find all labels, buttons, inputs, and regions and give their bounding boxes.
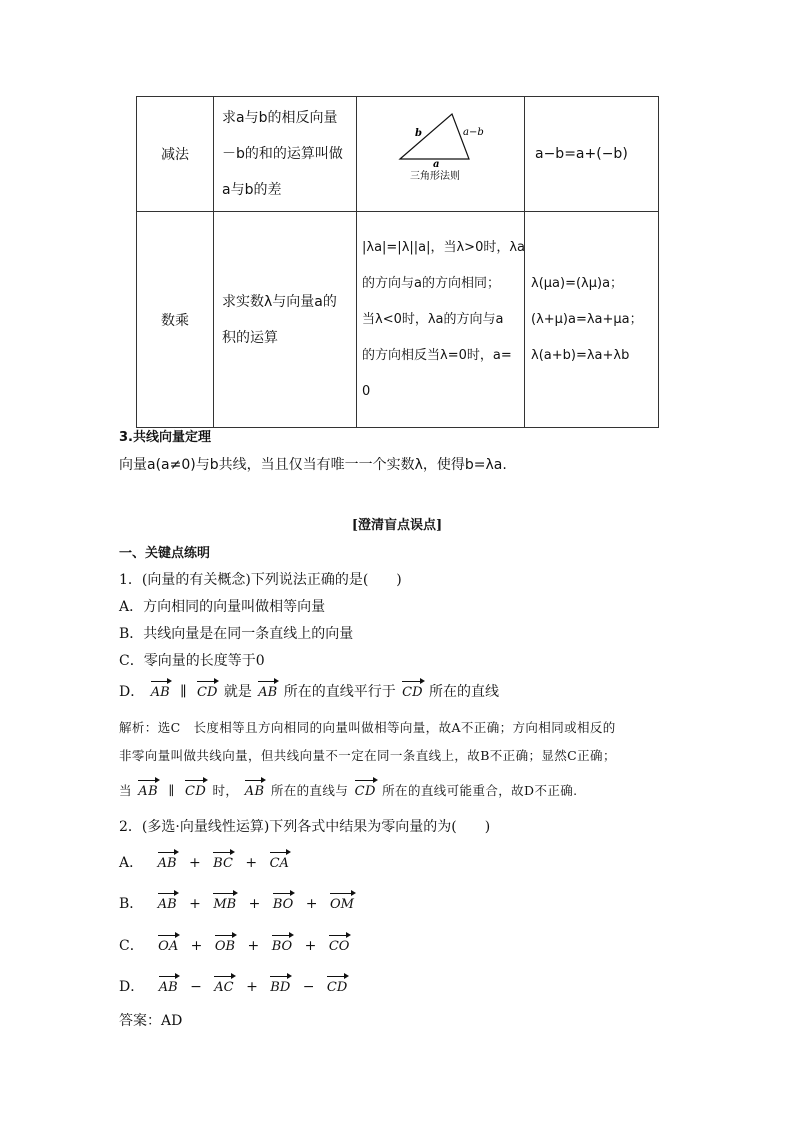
operator: + <box>304 938 317 954</box>
vector-ab: AB <box>138 780 158 799</box>
vector-term: BO <box>272 935 292 954</box>
vector-term: CO <box>329 935 350 954</box>
law-line: a−b=a+(−b) <box>535 146 628 162</box>
option-label: C． <box>119 938 144 954</box>
label-a: a <box>433 159 440 170</box>
text-segment: 所在的直线与 <box>270 783 349 798</box>
definition-line: 求实数λ与向量a的 <box>222 293 337 310</box>
vector-term: OA <box>158 935 178 954</box>
q2-option-d <box>119 976 349 996</box>
op-name-scalar-multiplication: 数乘 <box>137 212 214 428</box>
vector-ab: AB <box>151 681 170 700</box>
vector-term: AB <box>158 852 177 871</box>
vector-operations-table <box>136 96 659 428</box>
label-b: b <box>415 128 422 139</box>
law-line: (λ+μ)a=λa+μa； <box>531 311 643 327</box>
parallel-symbol: ∥ <box>168 783 175 798</box>
text-segment: 当 <box>119 783 132 798</box>
scalar-note <box>357 212 525 428</box>
definition-line: 求a与b的相反向量 <box>222 110 338 126</box>
q1-explanation-line: 非零向量叫做共线向量，但共线向量不一定在同一条直线上，故B不正确；显然C正确； <box>119 748 616 763</box>
q1-option-c: C．零向量的长度等于0 <box>119 653 265 669</box>
law-line: λ(a+b)=λa+λb <box>531 347 630 363</box>
operator: + <box>245 855 258 871</box>
option-label: D． <box>119 684 145 700</box>
scalar-laws <box>525 212 659 428</box>
vector-term: BC <box>213 852 233 871</box>
q1-stem: 1．(向量的有关概念)下列说法正确的是( ) <box>119 572 402 588</box>
vector-term: CD <box>327 976 347 995</box>
q2-option-b <box>119 893 356 913</box>
op-name-subtraction: 减法 <box>137 97 214 212</box>
banner-heading: [澄清盲点误点] <box>351 518 443 533</box>
part-title: 一、关键点练明 <box>119 546 211 561</box>
note-line: |λa|=|λ||a|，当λ>0时，λa <box>362 239 526 255</box>
note-line: 的方向与a的方向相同； <box>362 275 500 291</box>
vector-term: BO <box>273 893 293 912</box>
operator: − <box>190 979 202 995</box>
vector-term: CA <box>270 852 289 871</box>
note-line: 的方向相反当λ=0时，a= <box>362 347 512 363</box>
triangle-shape <box>400 114 469 159</box>
triangle-rule-figure <box>357 97 525 207</box>
operator: + <box>190 938 203 954</box>
text-segment: 时， <box>212 783 239 798</box>
subtraction-law <box>525 97 659 212</box>
note-line: 0 <box>362 383 371 399</box>
collinear-theorem: 向量a(a≠0)与b共线，当且仅当有唯一一个实数λ，使得b=λa. <box>119 457 507 473</box>
vector-ab: AB <box>245 780 265 799</box>
label-a-minus-b: a−b <box>463 127 484 138</box>
operator: − <box>302 979 315 995</box>
q2-option-c <box>119 935 351 955</box>
operator: + <box>247 938 260 954</box>
vector-ab: AB <box>258 681 277 700</box>
law-line: λ(μa)=(λμ)a； <box>531 275 624 291</box>
operator: + <box>305 896 318 912</box>
definition-line: a与b的差 <box>222 182 282 198</box>
option-label: D． <box>119 979 145 995</box>
figure-caption: 三角形法则 <box>410 171 460 182</box>
subtraction-definition <box>214 97 357 212</box>
vector-term: OM <box>330 893 354 912</box>
parallel-symbol: ∥ <box>180 684 187 700</box>
vector-term: OB <box>215 935 235 954</box>
q2-answer: 答案：AD <box>119 1013 183 1029</box>
vector-term: AB <box>158 893 177 912</box>
vector-term: AB <box>159 976 178 995</box>
table-row-scalar-multiplication <box>137 212 659 428</box>
option-label: B． <box>119 896 144 912</box>
text-segment: 就是 <box>223 684 252 700</box>
vector-cd: CD <box>185 780 206 799</box>
q2-option-a <box>119 852 291 872</box>
scalar-definition <box>214 212 357 428</box>
vector-cd: CD <box>355 780 376 799</box>
note-line: 当λ<0时，λa的方向与a <box>362 311 504 327</box>
vector-cd: CD <box>197 681 217 700</box>
vector-term: BD <box>270 976 290 995</box>
definition-line: 积的运算 <box>222 329 278 346</box>
q1-option-b: B．共线向量是在同一条直线上的向量 <box>119 626 354 642</box>
operator: + <box>246 979 258 995</box>
operator: + <box>189 896 201 912</box>
text-segment: 所在的直线 <box>428 684 499 700</box>
vector-cd: CD <box>402 681 422 700</box>
text-segment: 所在的直线平行于 <box>283 684 396 700</box>
vector-term: AC <box>214 976 233 995</box>
option-label: A． <box>119 855 144 871</box>
table-row-subtraction <box>137 97 659 212</box>
operator: + <box>188 855 201 871</box>
definition-line: －b的和的运算叫做 <box>222 146 343 162</box>
section-title: 3.共线向量定理 <box>119 430 211 445</box>
operator: + <box>248 896 261 912</box>
q1-explanation-line: 解析：选C 长度相等且方向相同的向量叫做相等向量，故A不正确；方向相同或相反的 <box>119 720 616 735</box>
q1-option-d <box>119 681 499 701</box>
q2-stem: 2．(多选·向量线性运算)下列各式中结果为零向量的为( ) <box>119 819 491 835</box>
text-segment: 所在的直线可能重合，故D不正确. <box>382 783 578 798</box>
triangle-rule-figure-cell <box>357 97 525 212</box>
q1-explanation-line <box>119 780 578 799</box>
q1-option-a: A．方向相同的向量叫做相等向量 <box>119 599 326 615</box>
vector-term: MB <box>213 893 236 912</box>
